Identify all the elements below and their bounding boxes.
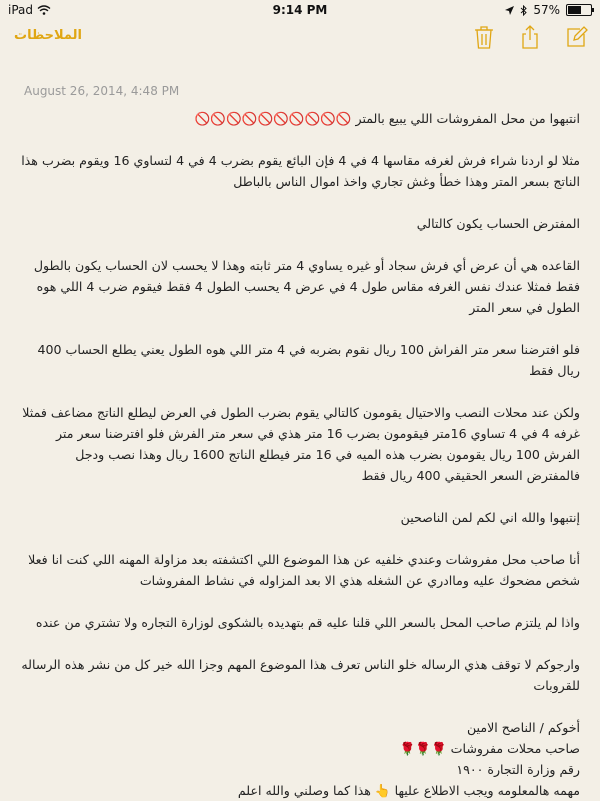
status-bar [0,0,600,20]
battery-fill [568,6,581,14]
status-right [505,3,592,17]
battery-icon [566,4,592,16]
note-paragraph: القاعده هي أن عرض أي فرش سجاد أو غيره يساوي 4 متر ثابته وهذا لا يحسب لان الحساب يكون بالطول فقط فمثلا عندك نفس الغرفه مقاس طول 4 في عرض 4 يحسب الطول 4 فقط فيقوم ضرب 4 اللي هوه الطول في سعر المتر [33,258,580,315]
note-date: August 26, 2014, 4:48 PM [24,84,180,98]
note-paragraph: ولكن عند محلات النصب والاحتيال يقومون كالتالي يقوم بضرب الطول في العرض ليطلع الناتج مضاعف فمثلا غرفه 4 في 4 تساوي 16متر فيقومون بضرب 16 متر هذي في سعر متر الفرش فلو افترضنا سعر متر الفرش 100 ريال يقومون بضرب هذه الميه في 16 متر فيطلع الناتج 1600 ريال وهذا نصب ودجل فالمفترض السعر الحقيقي 400 ريال فقط [22,405,580,483]
signature-line: صاحب محلات مفروشات 🌹🌹🌹 [399,741,580,756]
note-body[interactable] [20,108,580,798]
bluetooth-icon [520,5,527,16]
note-paragraph: إنتبهوا والله اني لكم لمن الناصحين [400,510,580,525]
note-paragraph: وارجوكم لا توقف هذي الرساله خلو الناس تعرف هذا الموضوع المهم وجزا الله خير كل من نشر هذه الرساله للقروبات [21,657,580,693]
note-paragraph: مثلا لو اردنا شراء فرش لغرفه مقاسها 4 في 4 فإن البائع يقوم بضرب 4 في 4 لتساوي 16 ويقوم بضرب هذا الناتج بسعر المتر وهذا خطأ وغش تجاري واخذ اموال الناس بالباطل [21,153,580,189]
note-paragraph: فلو افترضنا سعر متر الفراش 100 ريال نقوم بضربه في 4 متر اللي هوه الطول يعني يطلع الحساب 400 ريال فقط [37,342,580,378]
back-to-notes-button[interactable]: الملاحظات [14,28,82,43]
clock: 9:14 PM [272,3,328,17]
signature-line: مهمه هالمعلومه ويجب الاطلاع عليها 👆 هذا كما وصلني والله اعلم [237,783,580,798]
device-label: iPad [8,3,34,17]
location-arrow-icon [505,6,514,15]
signature-line: أخوكم / الناصح الامين [466,720,580,735]
signature-line: رقم وزارة التجارة ١٩٠٠ [456,762,580,777]
note-paragraph: واذا لم يلتزم صاحب المحل بالسعر اللي قلنا عليه قم بتهديده بالشكوى لوزارة التجاره ولا تشتري من عنده [35,615,580,630]
trash-icon[interactable] [472,24,496,50]
share-icon[interactable] [518,24,542,50]
note-paragraph: أنا صاحب محل مفروشات وعندي خلفيه عن هذا الموضوع اللي اكتشفته بعد مزاولة المهنه اللي كنت انا فعلا شخص مضحوك عليه وماادري عن الشغله هذي الا بعد المزاوله في نشاط المفروشات [28,552,580,588]
note-paragraph: انتبهوا من محل المفروشات اللي يبيع بالمتر 🚫🚫🚫🚫🚫🚫🚫🚫🚫🚫 [194,111,580,126]
battery-percent: 57% [533,3,560,17]
note-paragraph: المفترض الحساب يكون كالتالي [416,216,580,231]
toolbar [0,20,600,56]
compose-icon[interactable] [564,24,588,50]
